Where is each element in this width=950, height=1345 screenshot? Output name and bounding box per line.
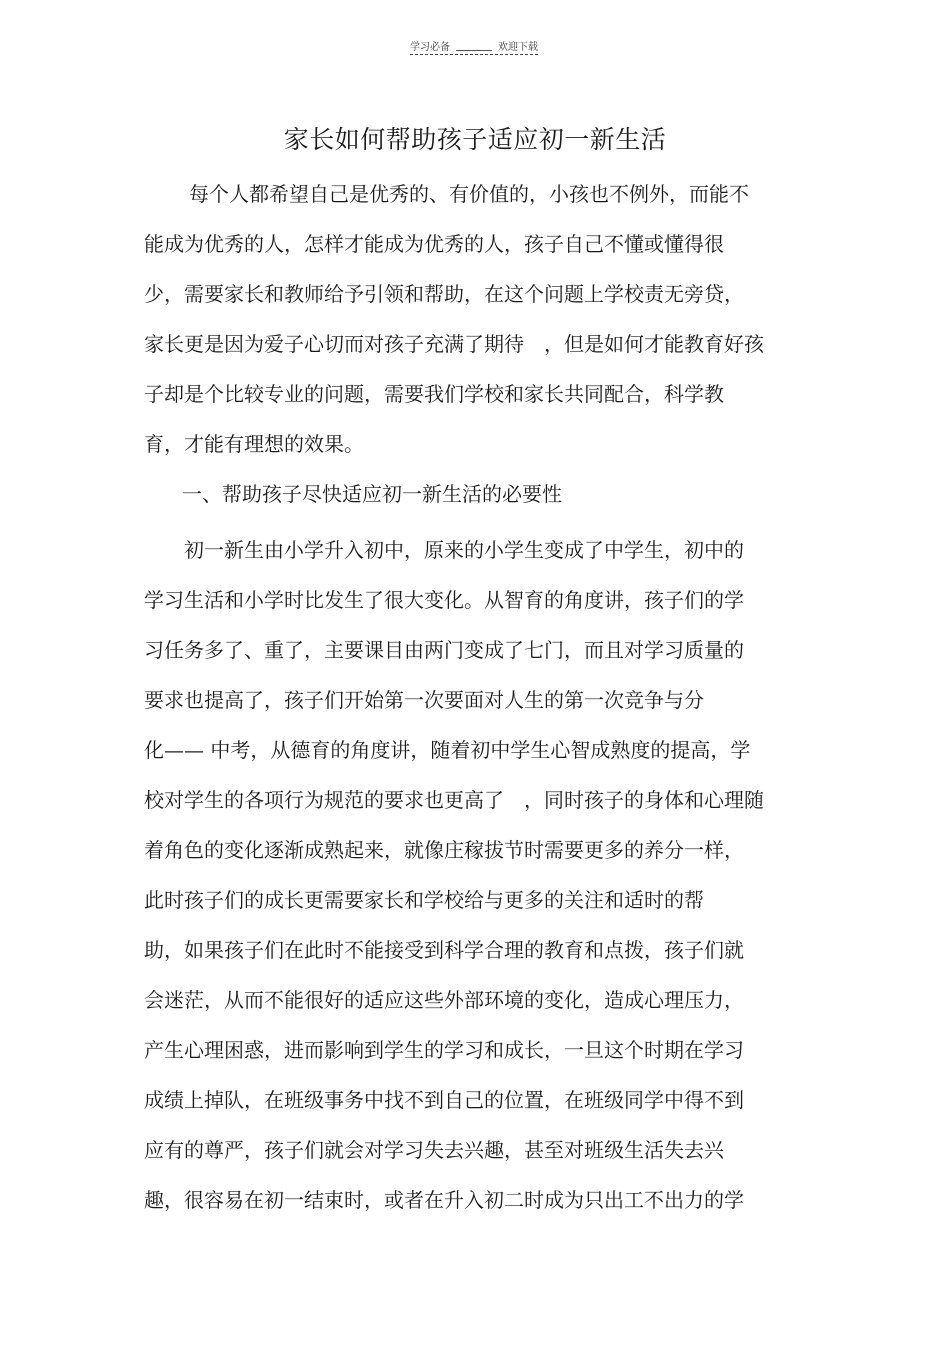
header-blank-line bbox=[456, 49, 492, 51]
paragraph-line: 能成为优秀的人，怎样才能成为优秀的人，孩子自己不懂或懂得很 bbox=[144, 232, 724, 256]
paragraph-line: 成绩上掉队，在班级事务中找不到自己的位置，在班级同学中得不到 bbox=[144, 1088, 744, 1112]
paragraph-line: 学习生活和小学时比发生了很大变化。从智育的角度讲，孩子们的学 bbox=[144, 588, 744, 612]
paragraph-line: 助，如果孩子们在此时不能接受到科学合理的教育和点拨，孩子们就 bbox=[144, 938, 744, 962]
paragraph-line: 家长更是因为爱子心切而对孩子充满了期待 ，但是如何才能教育好孩 bbox=[144, 332, 764, 356]
paragraph-line: 习任务多了、重了，主要课目由两门变成了七门，而且对学习质量的 bbox=[144, 638, 744, 662]
paragraph-line: 初一新生由小学升入初中，原来的小学生变成了中学生，初中的 bbox=[184, 538, 744, 562]
paragraph-line: 着角色的变化逐渐成熟起来，就像庄稼拔节时需要更多的养分一样， bbox=[144, 838, 744, 862]
paragraph-line: 少，需要家长和教师给予引领和帮助，在这个问题上学校责无旁贷， bbox=[144, 282, 744, 306]
paragraph-line: 每个人都希望自己是优秀的、有价值的，小孩也不例外，而能不 bbox=[189, 182, 749, 206]
paragraph-line: 育，才能有理想的效果。 bbox=[144, 432, 364, 456]
header-right-text: 欢迎下载 bbox=[498, 42, 538, 53]
paragraph-line: 趣，很容易在初一结束时，或者在升入初二时成为只出工不出力的学 bbox=[144, 1188, 744, 1212]
header-left-text: 学习必备 bbox=[410, 42, 450, 53]
paragraph-line: 校对学生的各项行为规范的要求也更高了 ，同时孩子的身体和心理随 bbox=[144, 788, 764, 812]
paragraph-line: 化—— 中考，从德育的角度讲，随着初中学生心智成熟度的提高，学 bbox=[144, 738, 751, 762]
section-heading: 一、帮助孩子尽快适应初一新生活的必要性 bbox=[182, 482, 562, 506]
document-body bbox=[144, 169, 824, 1225]
paragraph-line: 子却是个比较专业的问题，需要我们学校和家长共同配合，科学教 bbox=[144, 382, 724, 406]
paragraph-line: 此时孩子们的成长更需要家长和学校给与更多的关注和适时的帮 bbox=[144, 888, 704, 912]
header-dashed-rule bbox=[410, 54, 538, 55]
document-title: 家长如何帮助孩子适应初一新生活 bbox=[283, 125, 667, 154]
paragraph-line: 产生心理困惑，进而影响到学生的学习和成长，一旦这个时期在学习 bbox=[144, 1038, 744, 1062]
paragraph-line: 会迷茫，从而不能很好的适应这些外部环境的变化，造成心理压力， bbox=[144, 988, 744, 1012]
paragraph-line: 要求也提高了，孩子们开始第一次要面对人生的第一次竞争与分 bbox=[144, 688, 704, 712]
paragraph-necessity bbox=[144, 525, 824, 1225]
page-header bbox=[410, 38, 538, 53]
paragraph-line: 应有的尊严，孩子们就会对学习失去兴趣，甚至对班级生活失去兴 bbox=[144, 1138, 724, 1162]
paragraph-intro bbox=[144, 169, 824, 469]
